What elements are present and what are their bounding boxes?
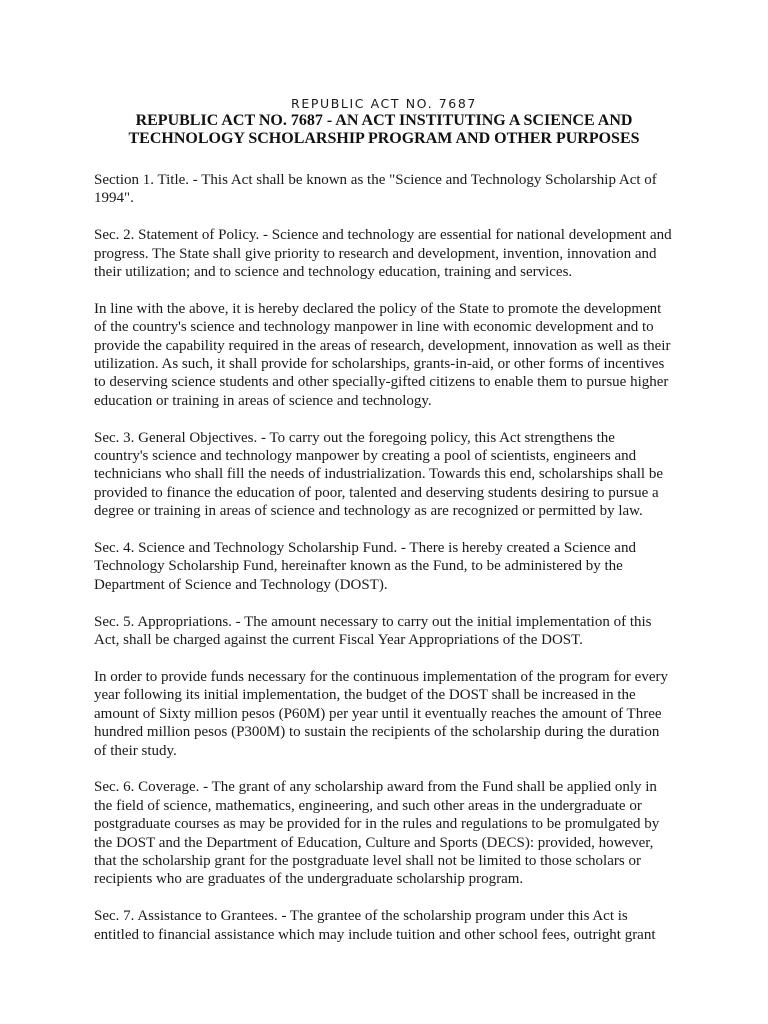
text-line: provided to finance the education of poor, talented and deserving students desiring to pursue a [94,484,659,501]
funding-paragraph [94,668,684,760]
text-line: Department of Science and Technology (DOST). [94,576,388,593]
section-3-general-objectives [94,429,684,521]
text-line: entitled to financial assistance which may include tuition and other school fees, outright grant [94,926,656,943]
text-line: Technology Scholarship Fund, hereinafter known as the Fund, to be administered by the [94,558,623,575]
text-line: utilization. As such, it shall provide for scholarships, grants-in-aid, or other forms of incentives [94,356,665,373]
text-line: postgraduate courses as may be provided for in the rules and regulations to be promulgated by [94,816,660,833]
section-5-appropriations [94,613,684,650]
text-line: 1994". [94,190,134,207]
text-line: recipients who are graduates of the undergraduate scholarship program. [94,871,524,888]
section-4-scholarship-fund [94,539,684,594]
text-line: that the scholarship grant for the postgraduate level shall not be limited to those scholars or [94,852,641,869]
text-line: their utilization; and to science and technology education, training and services. [94,264,573,281]
section-1-title [94,171,684,208]
text-line: of the country's science and technology manpower in line with economic development and to [94,319,654,336]
text-line: progress. The State shall give priority to research and development, invention, innovation and [94,245,657,262]
text-line: provide the capability required in the areas of research, development, innovation as well as their [94,337,671,354]
text-line: the field of science, mathematics, engineering, and such other areas in the undergraduate or [94,797,642,814]
text-line: degree or training in areas of science and technology as are recognized or permitted by law. [94,503,643,520]
section-2-statement-of-policy [94,226,684,281]
text-line: Act, shall be charged against the current Fiscal Year Appropriations of the DOST. [94,632,583,649]
section-7-assistance-to-grantees [94,907,684,944]
section-6-coverage [94,778,684,888]
text-line: education or training in areas of science and technology. [94,392,432,409]
text-line: In line with the above, it is hereby declared the policy of the State to promote the development [94,300,662,317]
text-line: Sec. 3. General Objectives. - To carry out the foregoing policy, this Act strengthens the [94,429,615,446]
text-line: year following its initial implementation, the budget of the DOST shall be increased in the [94,687,636,704]
text-line: of their study. [94,742,177,759]
document-title [0,112,768,148]
document-header: REPUBLIC ACT NO. 7687 [291,96,477,111]
title-line: TECHNOLOGY SCHOLARSHIP PROGRAM AND OTHER PURPOSES [128,130,640,147]
text-line: Sec. 2. Statement of Policy. - Science and technology are essential for national development and [94,227,672,244]
text-line: amount of Sixty million pesos (P60M) per year until it eventually reaches the amount of Three [94,705,662,722]
text-line: to deserving science students and other specially-gifted citizens to enable them to pursue higher [94,374,669,391]
title-line: REPUBLIC ACT NO. 7687 - AN ACT INSTITUTING A SCIENCE AND [135,112,633,129]
text-line: Sec. 4. Science and Technology Scholarship Fund. - There is hereby created a Science and [94,540,636,557]
text-line: In order to provide funds necessary for the continuous implementation of the program for every [94,668,668,685]
text-line: Section 1. Title. - This Act shall be known as the "Science and Technology Scholarship Act of [94,172,657,188]
text-line: hundred million pesos (P300M) to sustain the recipients of the scholarship during the duration [94,724,660,741]
text-line: Sec. 5. Appropriations. - The amount necessary to carry out the initial implementation of this [94,613,652,630]
text-line: Sec. 6. Coverage. - The grant of any scholarship award from the Fund shall be applied only in [94,779,657,796]
text-line: the DOST and the Department of Education, Culture and Sports (DECS): provided, however, [94,834,654,851]
text-line: technicians who shall fill the needs of industrialization. Towards this end, scholarships shall be [94,466,663,483]
text-line: country's science and technology manpower by creating a pool of scientists, engineers and [94,448,637,465]
text-line: Sec. 7. Assistance to Grantees. - The grantee of the scholarship program under this Act is [94,908,628,925]
document-body [94,171,684,962]
policy-declaration-paragraph [94,300,684,410]
